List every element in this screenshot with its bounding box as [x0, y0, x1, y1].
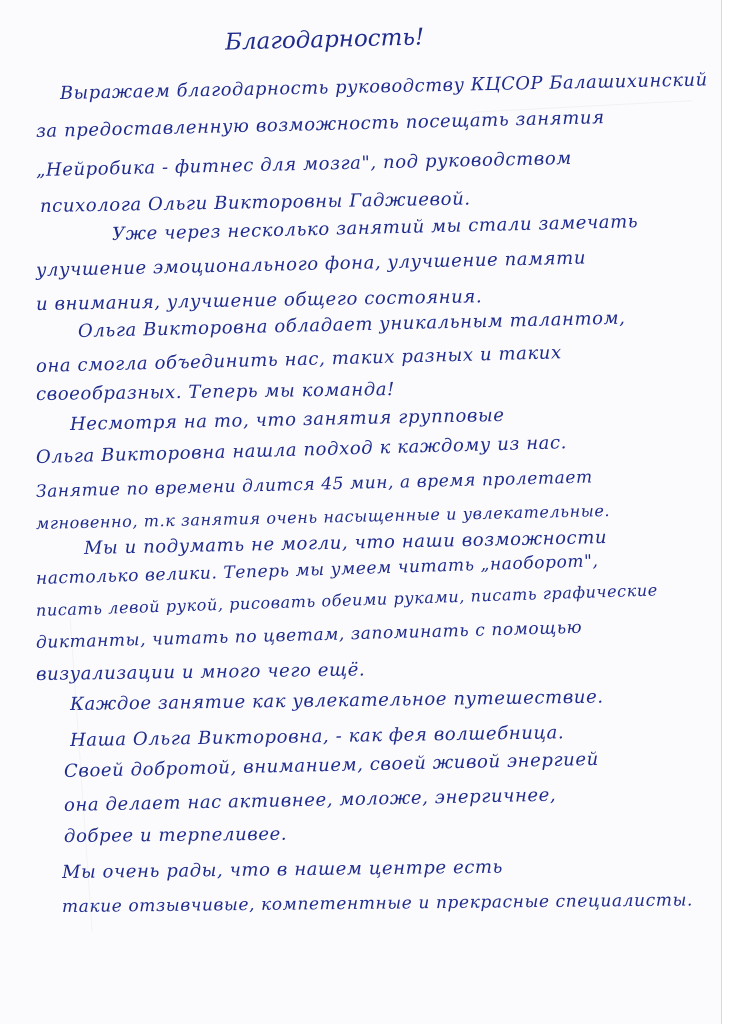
- letter-line-2: за предоставленную возможность посещать занятия: [35, 107, 605, 142]
- letter-line-14: мгновенно, т.к занятия очень насыщенные и увлекательные.: [35, 500, 611, 533]
- letter-line-19: визуализации и много чего ещё.: [35, 659, 366, 685]
- letter-line-13: Занятие по времени длится 45 мин, а время пролетает: [35, 467, 593, 502]
- letter-line-9: она смогла объединить нас, таких разных и таких: [35, 342, 563, 377]
- letter-line-1: Выражаем благодарность руководству КЦСОР Балашихинский: [59, 69, 708, 104]
- letter-line-20: Каждое занятие как увлекательное путешествие.: [69, 686, 604, 715]
- letter-line-26: такие отзывчивые, компетентные и прекрасные специалисты.: [61, 890, 694, 917]
- letter-line-8: Ольга Викторовна обладает уникальным талантом,: [77, 307, 626, 342]
- letter-line-18: диктанты, читать по цветам, запоминать с помощью: [35, 617, 583, 653]
- letter-line-23: она делает нас активнее, моложе, энергичнее,: [63, 784, 557, 816]
- letter-line-24: добрее и терпеливее.: [63, 823, 288, 847]
- letter-title: Благодарность!: [224, 24, 425, 56]
- letter-line-15: Мы и подумать не могли, что наши возможности: [83, 527, 608, 559]
- letter-line-16: настолько велики. Теперь мы умеем читать „наоборот",: [35, 551, 599, 589]
- letter-line-17: писать левой рукой, рисовать обеими руками, писать графические: [35, 580, 659, 620]
- letter-line-6: улучшение эмоционального фона, улучшение памяти: [35, 247, 587, 281]
- letter-line-7: и внимания, улучшение общего состояния.: [35, 286, 483, 315]
- letter-line-4: психолога Ольги Викторовны Гаджиевой.: [39, 188, 471, 217]
- letter-line-12: Ольга Викторовна нашла подход к каждому из нас.: [35, 432, 568, 468]
- letter-line-25: Мы очень рады, что в нашем центре есть: [61, 856, 504, 883]
- scan-margin: [722, 0, 745, 1024]
- letter-line-10: своеобразных. Теперь мы команда!: [35, 378, 396, 405]
- letter-line-3: „Нейробика - фитнес для мозга", под руководством: [35, 147, 573, 181]
- letter-line-22: Своей добротой, вниманием, своей живой энергией: [63, 748, 600, 782]
- letter-line-5: Уже через несколько занятий мы стали замечать: [111, 211, 639, 245]
- letter-line-11: Несмотря на то, что занятия групповые: [69, 404, 505, 435]
- letter-line-21: Наша Ольга Викторовна, - как фея волшебница.: [69, 722, 565, 751]
